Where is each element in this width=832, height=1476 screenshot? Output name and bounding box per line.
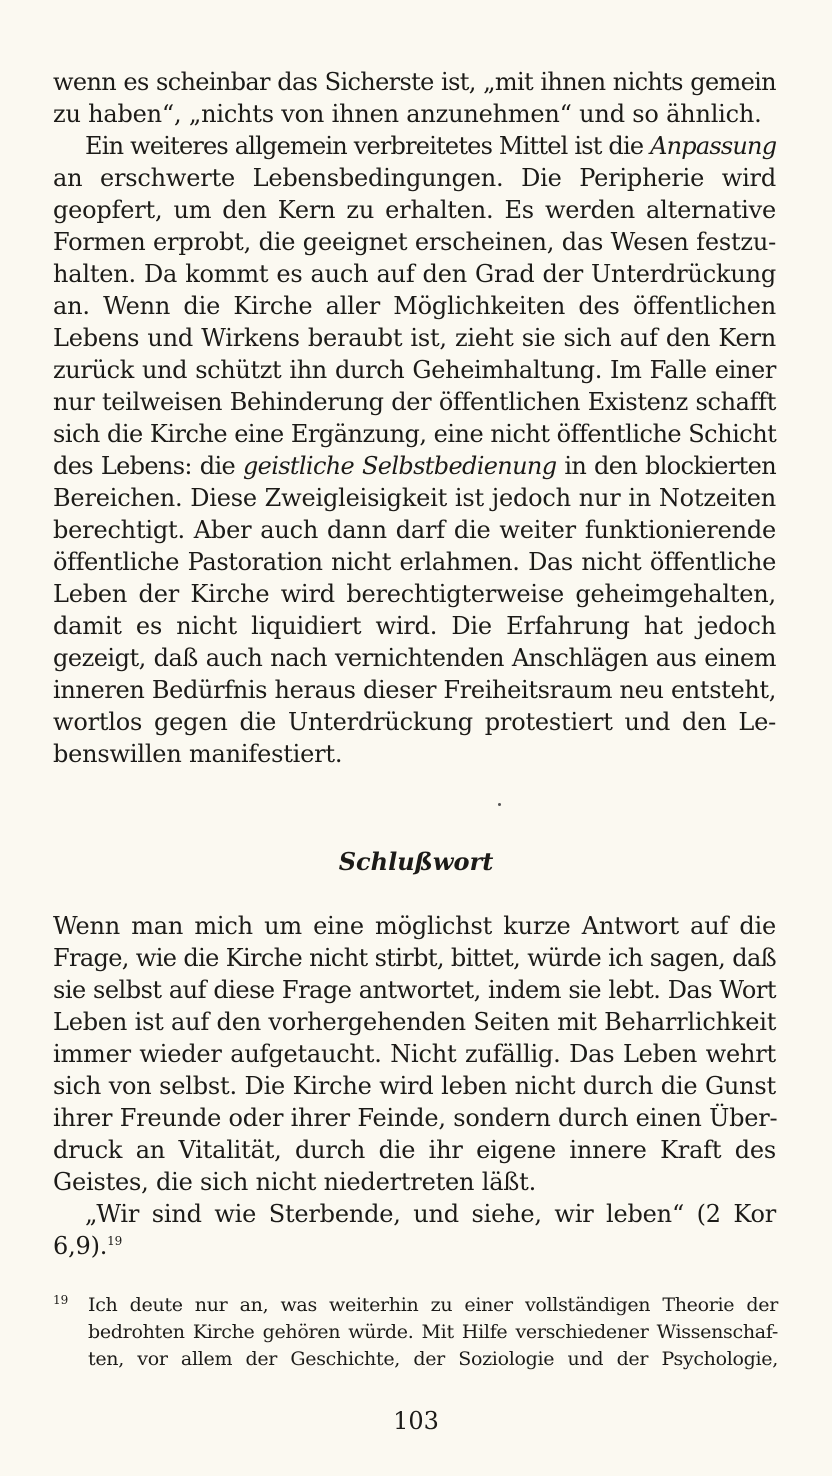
text-line: gezeigt, daß auch nach vernichtenden Anschlägen aus einem	[53, 644, 776, 672]
quote-line	[53, 1230, 776, 1262]
text-line: öffentliche Pastoration nicht erlahmen. Das nicht öffentliche	[53, 548, 776, 576]
text-line: sich die Kirche eine Ergänzung, eine nicht öffentliche Schicht	[53, 420, 777, 448]
text-run: in den blockierten	[556, 452, 777, 480]
text-line: damit es nicht liquidiert wird. Die Erfahrung hat jedoch	[53, 612, 776, 640]
text-line: benswillen manifestiert.	[53, 740, 343, 768]
emphasis-selbstbedienung: geistliche Selbstbedienung	[242, 452, 557, 480]
text-line: Lebens und Wirkens beraubt ist, zieht sie sich auf den Kern	[53, 324, 776, 352]
text-line	[85, 130, 776, 162]
text-line: Formen erprobt, die geeignet erscheinen, das Wesen festzu-	[53, 228, 776, 256]
text-line: inneren Bedürfnis heraus dieser Freiheitsraum neu entsteht,	[53, 676, 776, 704]
text-line: sie selbst auf diese Frage antwortet, indem sie lebt. Das Wort	[53, 976, 776, 1004]
text-line: an erschwerte Lebensbedingungen. Die Peripherie wird	[53, 164, 776, 192]
footnote-number: 19	[53, 1293, 69, 1307]
section-heading: Schlußwort	[338, 847, 494, 876]
footnote-line: bedrohten Kirche gehören würde. Mit Hilfe verschiedener Wissenschaf-	[88, 1321, 778, 1343]
text-line: zu haben“, „nichts von ihnen anzunehmen“ und so ähnlich.	[53, 100, 762, 128]
page-number: 103	[393, 1407, 439, 1435]
text-line: Leben der Kirche wird berechtigterweise geheimgehalten,	[53, 580, 776, 608]
text-line: immer wieder aufgetaucht. Nicht zufällig. Das Leben wehrt	[53, 1040, 776, 1068]
footnote-line: ten, vor allem der Geschichte, der Soziologie und der Psychologie,	[88, 1348, 778, 1370]
text-line: halten. Da kommt es auch auf den Grad der Unterdrückung	[53, 260, 776, 288]
text-line: Leben ist auf den vorhergehenden Seiten mit Beharrlichkeit	[53, 1008, 777, 1036]
text-line: Geistes, die sich nicht niedertreten läßt.	[53, 1168, 537, 1196]
quote-line: „Wir sind wie Sterbende, und siehe, wir leben“ (2 Kor	[85, 1200, 776, 1228]
text-line: zurück und schützt ihn durch Geheimhaltung. Im Falle einer	[53, 356, 776, 384]
text-line: an. Wenn die Kirche aller Möglichkeiten des öffentlichen	[53, 292, 776, 320]
text-run: des Lebens: die	[53, 452, 243, 480]
emphasis-anpassung: Anpassung	[650, 132, 777, 160]
text-line: nur teilweisen Behinderung der öffentlichen Existenz schafft	[53, 388, 776, 416]
text-line	[53, 450, 776, 482]
footnote-reference[interactable]: 19	[107, 1234, 123, 1248]
text-line: wenn es scheinbar das Sicherste ist, „mit ihnen nichts gemein	[53, 68, 776, 96]
text-line: berechtigt. Aber auch dann darf die weiter funktionierende	[53, 516, 776, 544]
text-line: wortlos gegen die Unterdrückung protestiert und den Le-	[53, 708, 776, 736]
print-speck	[498, 803, 501, 806]
text-run: Ein weiteres allgemein verbreitetes Mittel ist die	[85, 132, 651, 160]
text-run: 6,9).	[53, 1232, 108, 1260]
text-line: Bereichen. Diese Zweigleisigkeit ist jedoch nur in Notzeiten	[53, 484, 776, 512]
text-line: Frage, wie die Kirche nicht stirbt, bittet, würde ich sagen, daß	[53, 944, 776, 972]
text-line: Wenn man mich um eine möglichst kurze Antwort auf die	[53, 912, 776, 940]
text-line: sich von selbst. Die Kirche wird leben nicht durch die Gunst	[53, 1072, 776, 1100]
footnote-line: Ich deute nur an, was weiterhin zu einer vollständigen Theorie der	[88, 1294, 778, 1316]
text-line: ihrer Freunde oder ihrer Feinde, sondern durch einen Über-	[53, 1104, 778, 1132]
text-line: geopfert, um den Kern zu erhalten. Es werden alternative	[53, 196, 776, 224]
text-line: druck an Vitalität, durch die ihr eigene innere Kraft des	[53, 1136, 776, 1164]
